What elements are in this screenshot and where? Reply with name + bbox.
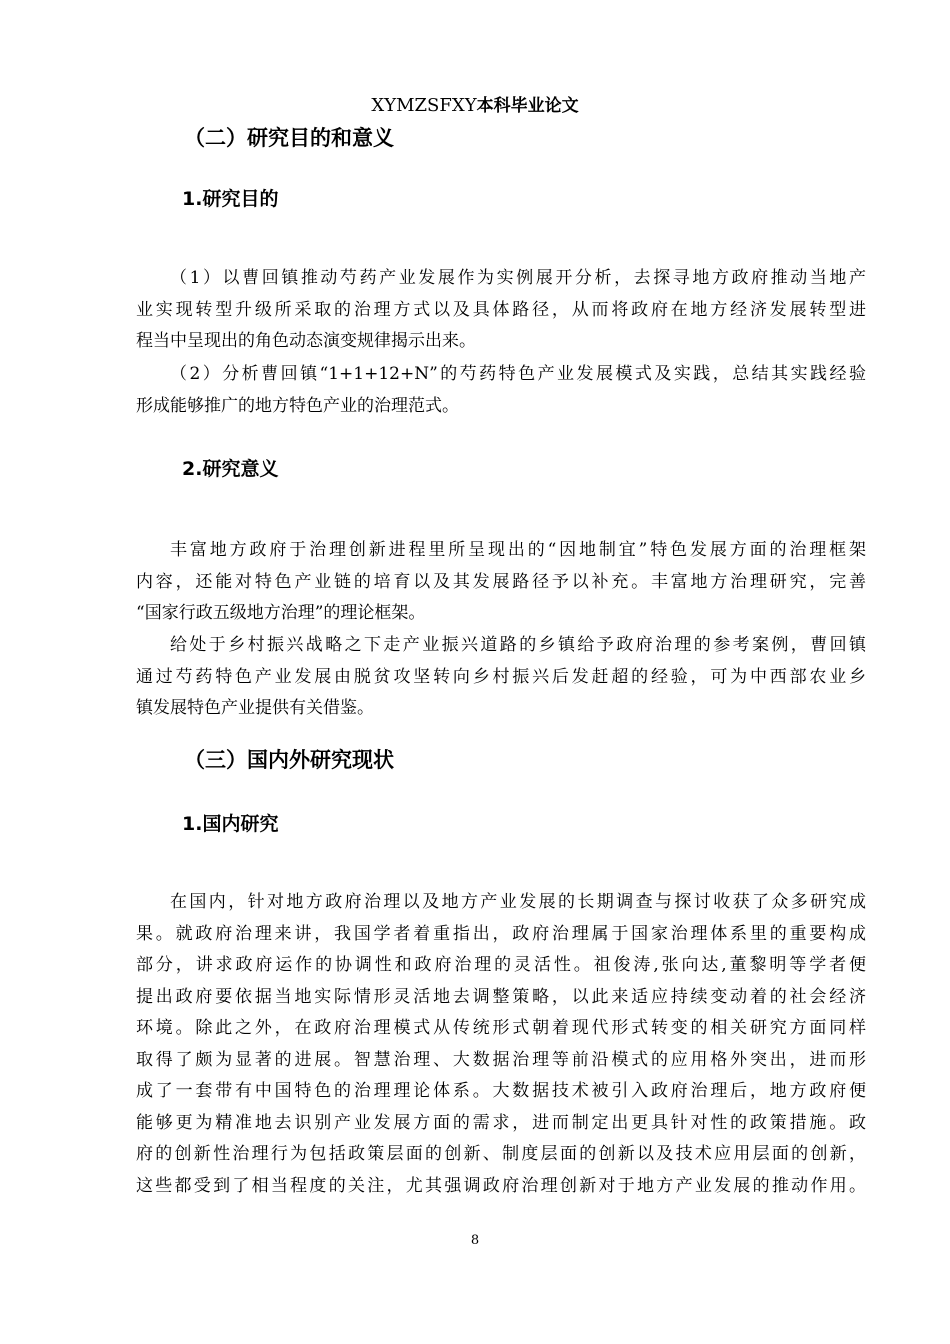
text-line: 通过芍药特色产业发展由脱贫攻坚转向乡村振兴后发赶超的经验，可为中西部农业乡 xyxy=(136,666,866,687)
text-line: （1）以曹回镇推动芍药产业发展作为实例展开分析，去探寻地方政府推动当地产 xyxy=(170,268,866,288)
text-line: 给处于乡村振兴战略之下走产业振兴道路的乡镇给予政府治理的参考案例，曹回镇 xyxy=(170,635,866,655)
text-line: 府的创新性治理行为包括政策层面的创新、制度层面的创新以及技术应用层面的创新， xyxy=(136,1144,866,1164)
paragraph-significance-2 xyxy=(136,630,866,725)
paragraph-purpose-1 xyxy=(136,263,866,358)
subheading-research-significance: 2.研究意义 xyxy=(182,458,279,480)
text-line: 环境。除此之外，在政府治理模式从传统形式朝着现代形式转变的相关研究方面同样 xyxy=(136,1018,866,1038)
text-line: 镇发展特色产业提供有关借鉴。 xyxy=(136,698,374,718)
text-line: “国家行政五级地方治理”的理论框架。 xyxy=(136,603,426,623)
subheading-research-purpose: 1.研究目的 xyxy=(182,188,279,210)
header-title: 本科毕业论文 xyxy=(476,96,579,116)
text-line: 部分，讲求政府运作的协调性和政府治理的灵活性。祖俊涛,张向达,董黎明等学者便 xyxy=(136,955,866,975)
text-line: 内容，还能对特色产业链的培育以及其发展路径予以补充。丰富地方治理研究，完善 xyxy=(136,571,866,592)
paragraph-significance-1 xyxy=(136,535,866,630)
text-line: 能够更为精准地去识别产业发展方面的需求，进而制定出更具针对性的政策措施。政 xyxy=(136,1112,866,1133)
running-header xyxy=(0,94,950,118)
text-line: （2）分析曹回镇“1+1+12+N”的芍药特色产业发展模式及实践，总结其实践经验 xyxy=(170,364,866,384)
paragraph-domestic-1 xyxy=(136,887,866,1202)
text-line: 提出政府要依据当地实际情形灵活地去调整策略，以此来适应持续变动着的社会经济 xyxy=(136,986,866,1007)
section-heading-research-status: （三）国内外研究现状 xyxy=(184,748,394,772)
text-line: 丰富地方政府于治理创新进程里所呈现出的“因地制宜”特色发展方面的治理框架 xyxy=(170,540,866,560)
text-line: 形成能够推广的地方特色产业的治理范式。 xyxy=(136,395,459,416)
header-prefix: XYMZSFXY xyxy=(371,95,477,116)
text-line: 这些都受到了相当程度的关注，尤其强调政府治理创新对于地方产业发展的推动作用。 xyxy=(136,1175,866,1196)
text-line: 在国内，针对地方政府治理以及地方产业发展的长期调查与探讨收获了众多研究成 xyxy=(170,892,866,912)
text-line: 程当中呈现出的角色动态演变规律揭示出来。 xyxy=(136,331,476,351)
text-line: 果。就政府治理来讲，我国学者着重指出，政府治理属于国家治理体系里的重要构成 xyxy=(136,923,866,944)
text-line: 业实现转型升级所采取的治理方式以及具体路径，从而将政府在地方经济发展转型进 xyxy=(136,299,866,320)
page-number: 8 xyxy=(470,1233,480,1248)
section-heading-purpose-significance: （二）研究目的和意义 xyxy=(184,126,394,150)
text-line: 取得了颇为显著的进展。智慧治理、大数据治理等前沿模式的应用格外突出，进而形 xyxy=(136,1049,866,1070)
text-line: 成了一套带有中国特色的治理理论体系。大数据技术被引入政府治理后，地方政府便 xyxy=(136,1081,866,1101)
subheading-domestic-research: 1.国内研究 xyxy=(182,813,279,835)
paragraph-purpose-2 xyxy=(136,359,866,422)
